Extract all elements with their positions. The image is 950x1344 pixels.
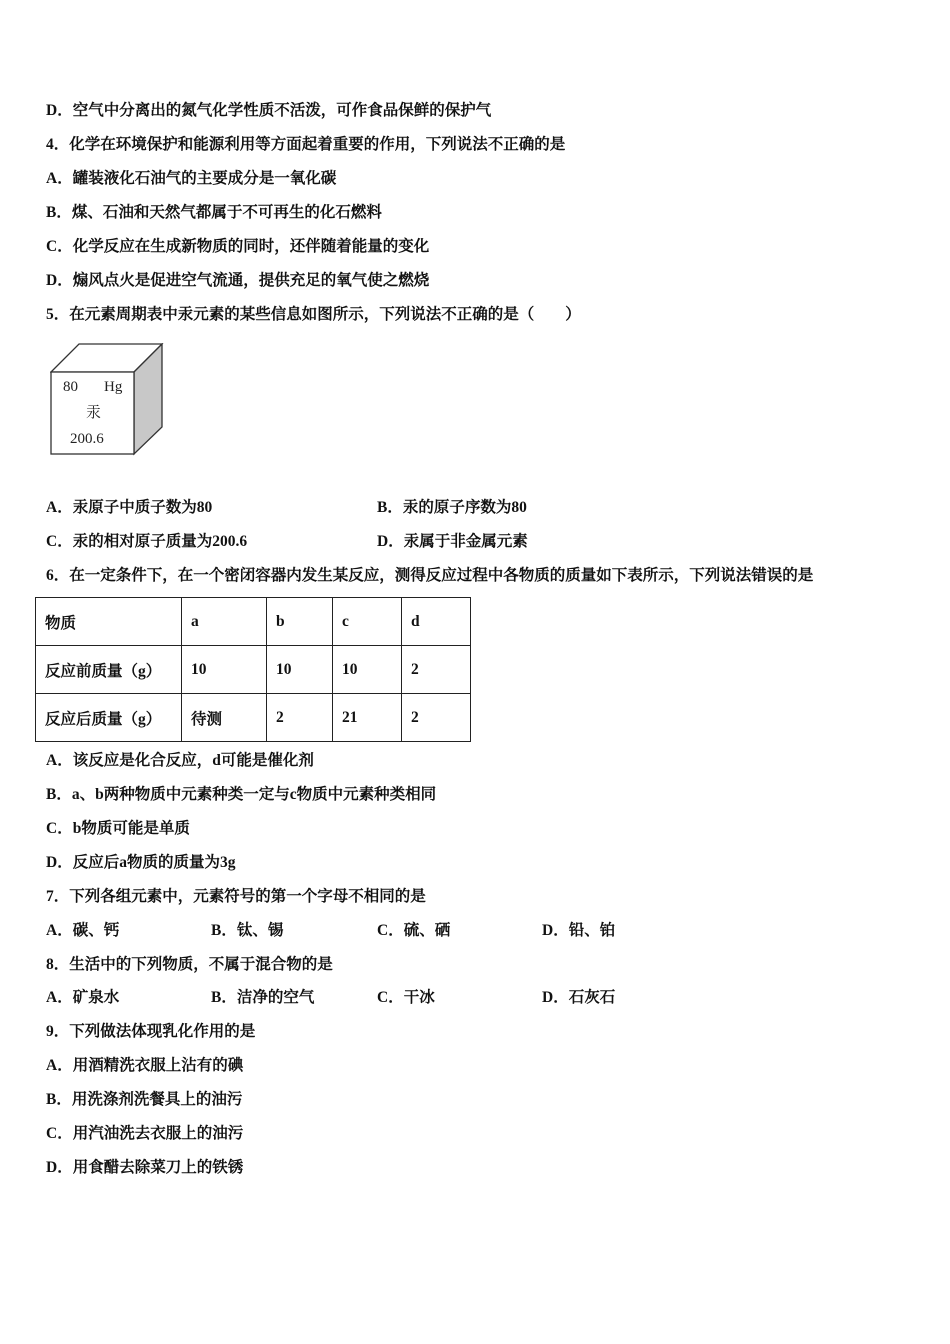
element-atomic-number: 80	[63, 379, 78, 395]
q9-stem: 9．下列做法体现乳化作用的是	[46, 1023, 256, 1040]
table-cell: 反应后质量（g）	[36, 694, 182, 742]
q7-stem: 7．下列各组元素中，元素符号的第一个字母不相同的是	[46, 888, 426, 905]
q5-option-b: B．汞的原子序数为80	[377, 499, 527, 516]
q5-option-c: C．汞的相对原子质量为200.6	[46, 533, 248, 550]
q9-option-b: B．用洗涤剂洗餐具上的油污	[46, 1091, 243, 1108]
element-name: 汞	[86, 403, 102, 421]
q8-option-b: B．洁净的空气	[211, 989, 315, 1006]
q9-option-a: A．用酒精洗衣服上沾有的碘	[46, 1057, 244, 1074]
q6-option-d: D．反应后a物质的质量为3g	[46, 854, 236, 871]
q8-option-a: A．矿泉水	[46, 989, 120, 1006]
q7-option-a: A．碳、钙	[46, 922, 120, 939]
q7-option-c: C．硫、硒	[377, 922, 451, 939]
q3-option-d: D．空气中分离出的氮气化学性质不活泼，可作食品保鲜的保护气	[46, 102, 492, 119]
q4-option-a: A．罐装液化石油气的主要成分是一氧化碳	[46, 170, 337, 187]
q4-stem: 4．化学在环境保护和能源利用等方面起着重要的作用，下列说法不正确的是	[46, 136, 566, 153]
q8-option-d: D．石灰石	[542, 989, 616, 1006]
q4-option-b: B．煤、石油和天然气都属于不可再生的化石燃料	[46, 204, 382, 221]
q6-stem: 6．在一定条件下，在一个密闭容器内发生某反应，测得反应过程中各物质的质量如下表所示，下列说法错误的是	[46, 567, 814, 584]
mass-data-table	[35, 597, 471, 742]
q7-option-b: B．钛、锡	[211, 922, 284, 939]
table-row	[36, 694, 471, 742]
table-cell: 2	[402, 694, 471, 742]
table-cell: 10	[267, 646, 333, 694]
table-cell: b	[267, 598, 333, 646]
table-cell: c	[333, 598, 402, 646]
table-cell: 10	[333, 646, 402, 694]
table-cell: 物质	[36, 598, 182, 646]
element-atomic-mass: 200.6	[70, 431, 104, 447]
table-cell: d	[402, 598, 471, 646]
element-symbol: Hg	[104, 379, 123, 395]
table-cell: a	[182, 598, 267, 646]
table-cell: 2	[267, 694, 333, 742]
table-cell: 反应前质量（g）	[36, 646, 182, 694]
q5-stem: 5．在元素周期表中汞元素的某些信息如图所示，下列说法不正确的是（ ）	[46, 306, 581, 323]
q6-option-b: B．a、b两种物质中元素种类一定与c物质中元素种类相同	[46, 786, 437, 803]
q4-option-c: C．化学反应在生成新物质的同时，还伴随着能量的变化	[46, 238, 430, 255]
table-cell: 2	[402, 646, 471, 694]
table-cell: 21	[333, 694, 402, 742]
q5-option-a: A．汞原子中质子数为80	[46, 499, 213, 516]
table-cell: 10	[182, 646, 267, 694]
mercury-element-cell	[50, 343, 166, 462]
table-header-row	[36, 598, 471, 646]
table-row	[36, 646, 471, 694]
q9-option-c: C．用汽油洗去衣服上的油污	[46, 1125, 244, 1142]
q8-stem: 8．生活中的下列物质，不属于混合物的是	[46, 956, 333, 973]
q7-option-d: D．铅、铂	[542, 922, 616, 939]
q4-option-d: D．煽风点火是促进空气流通，提供充足的氧气使之燃烧	[46, 272, 430, 289]
q9-option-d: D．用食醋去除菜刀上的铁锈	[46, 1159, 244, 1176]
q8-option-c: C．干冰	[377, 989, 435, 1006]
q5-option-d: D．汞属于非金属元素	[377, 533, 528, 550]
element-cube-figure	[50, 343, 166, 457]
q6-option-c: C．b物质可能是单质	[46, 820, 190, 837]
table-cell: 待测	[182, 694, 267, 742]
q6-option-a: A．该反应是化合反应，d可能是催化剂	[46, 752, 314, 769]
